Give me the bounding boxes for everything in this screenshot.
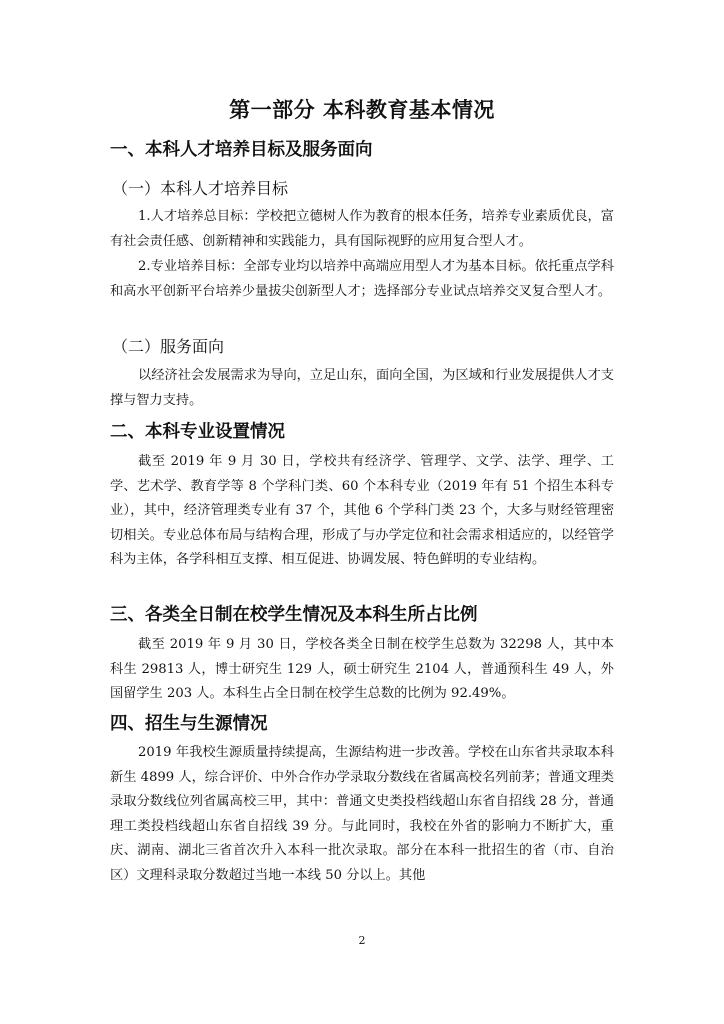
section-heading-1: 一、本科人才培养目标及服务面向 — [110, 140, 373, 160]
section-heading-2: 二、本科专业设置情况 — [110, 422, 285, 442]
subsection-heading-1-1: （一）本科人才培养目标 — [112, 179, 289, 198]
paragraph-training-goal: 1.人才培养总目标：学校把立德树人作为教育的根本任务，培养专业素质优良，富有社会责任感、创新精神和实践能力，具有国际视野的应用复合型人才。 — [110, 209, 614, 249]
section-heading-4: 四、招生与生源情况 — [110, 714, 268, 734]
page-title: 第一部分 本科教育基本情况 — [229, 98, 495, 122]
paragraph-major-settings: 截至 2019 年 9 月 30 日，学校共有经济学、管理学、文学、法学、理学、工学、艺术学、教育学等 8 个学科门类、60 个本科专业（2019 年有 51 个招生本科专业），其中，经济管理类专业有 37 个，其他 6 个学科门类 23 个，大多与财经管理密切相关。专业总体布局与结构合理，形成了与办学定位和社会需求相适应的，以经管学科为主体，各学科相互支撑、相互促进、协调发展、特色鲜明的专业结构。 — [110, 454, 614, 567]
paragraph-student-numbers: 截至 2019 年 9 月 30 日，学校各类全日制在校学生总数为 32298 人，其中本科生 29813 人，博士研究生 129 人，硕士研究生 2104 人，普通预科生 49 人，外国留学生 203 人。本科生占全日制在校学生总数的比例为 92.49%。 — [110, 637, 614, 701]
paragraph-major-goal: 2.专业培养目标：全部专业均以培养中高端应用型人才为基本目标。依托重点学科和高水平创新平台培养少量拔尖创新型人才；选择部分专业试点培养交叉复合型人才。 — [110, 259, 614, 299]
paragraph-service-orientation: 以经济社会发展需求为导向，立足山东，面向全国，为区域和行业发展提供人才支撑与智力支持。 — [110, 368, 614, 408]
section-heading-3: 三、各类全日制在校学生情况及本科生所占比例 — [110, 605, 478, 625]
subsection-heading-1-2: （二）服务面向 — [112, 337, 225, 356]
page-number: 2 — [358, 934, 366, 947]
paragraph-enrollment: 2019 年我校生源质量持续提高，生源结构进一步改善。学校在山东省共录取本科新生 4899 人，综合评价、中外合作办学录取分数线在省属高校名列前茅；普通文理类录取分数线位列省属高校三甲，其中：普通文史类投档线超山东省自招线 28 分，普通理工类投档线超山东省自招线 39 分。与此同时，我校在外省的影响力不断扩大，重庆、湖南、湖北三省首次升入本科一批次录取。部分在本科一批招生的省（市、自治区）文理科录取分数超过当地一本线 50 分以上。其他 — [110, 745, 614, 883]
